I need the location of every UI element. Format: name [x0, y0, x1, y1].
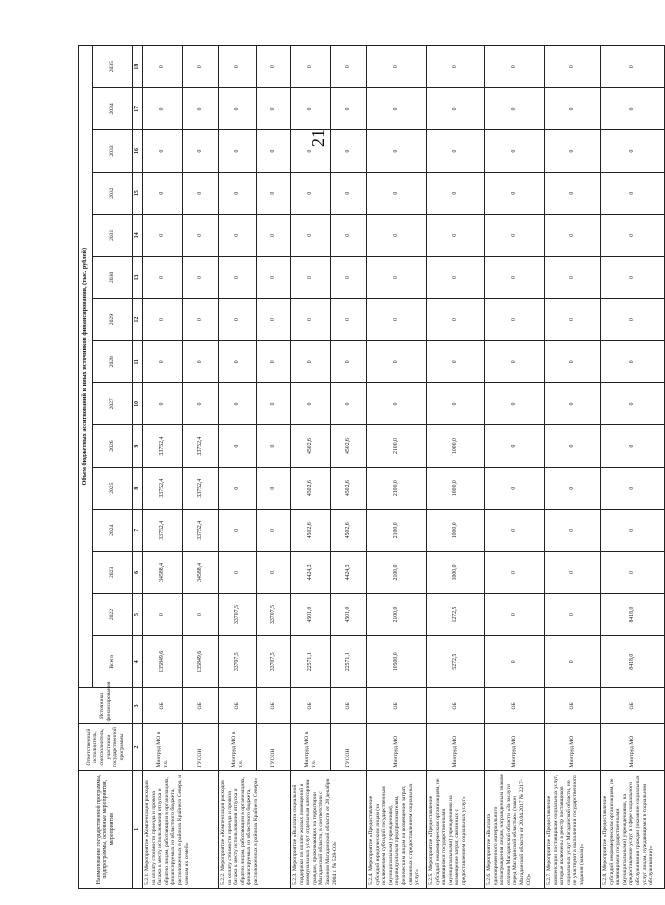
- year-value-cell: 0: [545, 256, 601, 298]
- year-value-cell: 0: [291, 46, 331, 88]
- executor-cell: Минтруд МО: [485, 724, 545, 770]
- year-value-cell: 0: [183, 214, 219, 256]
- year-value-cell: 2100,0: [367, 551, 427, 593]
- year-value-cell: 0: [183, 88, 219, 130]
- year-value-cell: 0: [545, 467, 601, 509]
- year-value-cell: 0: [143, 299, 183, 341]
- executor-cell: Минтруд МО в т.ч.: [291, 724, 331, 770]
- year-value-cell: 0: [291, 341, 331, 383]
- header-year: 2035: [93, 46, 133, 88]
- source-cell: ОБ: [257, 688, 291, 724]
- table-row: [183, 46, 219, 889]
- source-cell: ОБ: [219, 688, 257, 724]
- year-value-cell: 0: [291, 383, 331, 425]
- header-year: 2026: [93, 425, 133, 467]
- year-value-cell: 0: [427, 46, 485, 88]
- year-value-cell: 0: [367, 256, 427, 298]
- year-value-cell: 0: [545, 551, 601, 593]
- year-value-cell: 0: [367, 46, 427, 88]
- year-value-cell: 0: [485, 383, 545, 425]
- year-value-cell: 0: [143, 256, 183, 298]
- header-year: 2022: [93, 594, 133, 636]
- executor-cell: ГУСОН: [257, 724, 291, 770]
- total-cell: 135849,6: [183, 636, 219, 688]
- year-value-cell: 0: [601, 172, 665, 214]
- column-number: 7: [133, 509, 143, 551]
- year-value-cell: 0: [601, 299, 665, 341]
- year-value-cell: 0: [545, 425, 601, 467]
- year-value-cell: 0: [219, 425, 257, 467]
- year-value-cell: 0: [219, 172, 257, 214]
- year-value-cell: 0: [367, 88, 427, 130]
- year-value-cell: 0: [367, 172, 427, 214]
- total-cell: 22571,1: [331, 636, 367, 688]
- column-number: 8: [133, 467, 143, 509]
- year-value-cell: 0: [427, 214, 485, 256]
- year-value-cell: 0: [291, 130, 331, 172]
- year-value-cell: 33752,4: [183, 467, 219, 509]
- year-value-cell: 2100,0: [367, 425, 427, 467]
- year-value-cell: 0: [601, 130, 665, 172]
- year-value-cell: 0: [257, 509, 291, 551]
- year-value-cell: 0: [257, 383, 291, 425]
- column-number: 14: [133, 214, 143, 256]
- header-executor: Ответственный исполнитель, соисполнитель, участники государственной программы: [79, 724, 133, 770]
- table-row: [367, 46, 427, 889]
- year-value-cell: 0: [257, 130, 291, 172]
- header-year: 2030: [93, 256, 133, 298]
- year-value-cell: 0: [367, 130, 427, 172]
- year-value-cell: 0: [601, 551, 665, 593]
- source-cell: ОБ: [331, 688, 367, 724]
- year-value-cell: 0: [219, 130, 257, 172]
- header-year: 2031: [93, 214, 133, 256]
- funding-table-frame: [78, 45, 655, 889]
- year-value-cell: 0: [545, 594, 601, 636]
- source-cell: ОБ: [545, 688, 601, 724]
- year-value-cell: 4502,6: [331, 425, 367, 467]
- year-value-cell: 0: [257, 299, 291, 341]
- source-cell: ОБ: [143, 688, 183, 724]
- year-value-cell: 0: [601, 467, 665, 509]
- executor-cell: ГУСОН: [331, 724, 367, 770]
- year-value-cell: 0: [257, 341, 291, 383]
- year-value-cell: 0: [485, 214, 545, 256]
- year-value-cell: 0: [545, 172, 601, 214]
- year-value-cell: 0: [331, 256, 367, 298]
- year-value-cell: 0: [601, 46, 665, 88]
- year-value-cell: 0: [331, 341, 367, 383]
- year-value-cell: 0: [331, 299, 367, 341]
- table-row: [601, 46, 665, 889]
- year-value-cell: 0: [485, 509, 545, 551]
- header-name: Наименование государственной программы, подпрограммы, основные мероприятия, мероприятия: [79, 770, 133, 888]
- year-value-cell: 0: [485, 425, 545, 467]
- measure-name: 5.2.8. Мероприятие «Предоставление субсидий некоммерческим организациям, не являющимся государственными (муниципальными) учреждениями, на предоставление услуг в сфере социального обслуживания граждан (оказание социальных услуг лицам, нуждающимся в социальном обслуживании)»: [601, 770, 665, 888]
- year-value-cell: 4502,6: [331, 509, 367, 551]
- header-funding-span: Объем бюджетных ассигнований и иных источников финансирования, (тыс. рублей): [79, 46, 93, 688]
- executor-cell: Минтруд МО: [545, 724, 601, 770]
- year-value-cell: 0: [257, 256, 291, 298]
- year-value-cell: 33752,4: [143, 509, 183, 551]
- year-value-cell: 4501,0: [291, 594, 331, 636]
- column-number: 9: [133, 425, 143, 467]
- year-value-cell: 0: [601, 509, 665, 551]
- year-value-cell: 0: [143, 172, 183, 214]
- year-value-cell: 0: [183, 46, 219, 88]
- year-value-cell: 0: [331, 214, 367, 256]
- year-value-cell: 0: [143, 594, 183, 636]
- year-value-cell: 0: [143, 341, 183, 383]
- year-value-cell: 0: [219, 383, 257, 425]
- year-value-cell: 0: [143, 46, 183, 88]
- year-value-cell: 0: [257, 172, 291, 214]
- column-number: 4: [133, 636, 143, 688]
- year-value-cell: 0: [485, 46, 545, 88]
- year-value-cell: 0: [219, 214, 257, 256]
- year-value-cell: 0: [545, 46, 601, 88]
- year-value-cell: 1000,0: [427, 467, 485, 509]
- column-number: 11: [133, 341, 143, 383]
- table-row: [485, 46, 545, 889]
- year-value-cell: 0: [183, 383, 219, 425]
- column-number: 15: [133, 172, 143, 214]
- table-row: [291, 46, 331, 889]
- year-value-cell: 0: [601, 88, 665, 130]
- source-cell: ОБ: [183, 688, 219, 724]
- year-value-cell: 33752,4: [143, 425, 183, 467]
- year-value-cell: 0: [143, 214, 183, 256]
- total-cell: 22571,1: [291, 636, 331, 688]
- year-value-cell: 33752,4: [183, 425, 219, 467]
- year-value-cell: 4502,6: [291, 425, 331, 467]
- header-source: Источники финансирования: [79, 688, 133, 724]
- year-value-cell: 0: [367, 383, 427, 425]
- year-value-cell: 4501,0: [331, 594, 367, 636]
- executor-cell: ГУСОН: [183, 724, 219, 770]
- year-value-cell: 0: [291, 256, 331, 298]
- measure-name: 5.2.5. Мероприятие «Предоставление субсидий некоммерческим организациям, не являющимся государственными (муниципальными) учреждениями на возмещение затрат, связанных с предоставлением социальных услуг»: [427, 770, 485, 888]
- source-cell: ОБ: [291, 688, 331, 724]
- year-value-cell: 0: [219, 467, 257, 509]
- measure-name: 5.2.1. Мероприятие «Компенсация расходов на оплату стоимости проезда и провоза багажа к месту использования отпуска и обратно лицам, работающим в организациях, финансируемых из областного бюджета, расположенных в районах Крайнего Севера, и членам их семей»: [143, 770, 219, 888]
- executor-cell: Минтруд МО в т.ч.: [143, 724, 183, 770]
- table-row: [427, 46, 485, 889]
- table-row: [219, 46, 257, 889]
- year-value-cell: 33707,5: [219, 594, 257, 636]
- total-cell: 33707,5: [257, 636, 291, 688]
- year-value-cell: 0: [219, 509, 257, 551]
- year-value-cell: 0: [291, 172, 331, 214]
- header-total: Всего: [93, 636, 133, 688]
- year-value-cell: 33752,4: [183, 509, 219, 551]
- year-value-cell: 0: [257, 46, 291, 88]
- year-value-cell: 4502,6: [291, 467, 331, 509]
- total-cell: 0: [485, 636, 545, 688]
- column-number: 6: [133, 551, 143, 593]
- measure-name: 5.2.2. Мероприятие «Компенсация расходов на оплату стоимости проезда и провоза багажа к месту использования отпуска и обратно лицам, работающим в организациях, финансируемых из областного бюджета, расположенных в районах Крайнего Севера»: [219, 770, 291, 888]
- year-value-cell: 0: [545, 88, 601, 130]
- year-value-cell: 1000,0: [427, 425, 485, 467]
- year-value-cell: 0: [257, 214, 291, 256]
- year-value-cell: 0: [485, 172, 545, 214]
- year-value-cell: 4424,3: [291, 551, 331, 593]
- header-year: 2034: [93, 88, 133, 130]
- header-year: 2023: [93, 551, 133, 593]
- year-value-cell: 0: [331, 88, 367, 130]
- year-value-cell: 0: [183, 594, 219, 636]
- year-value-cell: 0: [427, 130, 485, 172]
- year-value-cell: 0: [485, 341, 545, 383]
- year-value-cell: 0: [485, 299, 545, 341]
- year-value-cell: 0: [545, 299, 601, 341]
- source-cell: ОБ: [367, 688, 427, 724]
- year-value-cell: 0: [331, 46, 367, 88]
- header-year: 2032: [93, 172, 133, 214]
- table-row: [545, 46, 601, 889]
- year-value-cell: 0: [601, 383, 665, 425]
- header-year: 2028: [93, 341, 133, 383]
- year-value-cell: 0: [427, 88, 485, 130]
- year-value-cell: 0: [183, 130, 219, 172]
- year-value-cell: 4424,3: [331, 551, 367, 593]
- executor-cell: Минтруд МО в т.ч.: [219, 724, 257, 770]
- year-value-cell: 0: [219, 88, 257, 130]
- year-value-cell: 0: [219, 551, 257, 593]
- year-value-cell: 0: [367, 341, 427, 383]
- year-value-cell: 0: [485, 551, 545, 593]
- year-value-cell: 0: [183, 341, 219, 383]
- header-year: 2033: [93, 130, 133, 172]
- table-row: [143, 46, 183, 889]
- year-value-cell: 0: [291, 299, 331, 341]
- year-value-cell: 33707,5: [257, 594, 291, 636]
- year-value-cell: 0: [143, 383, 183, 425]
- year-value-cell: 0: [143, 130, 183, 172]
- year-value-cell: 0: [257, 467, 291, 509]
- year-value-cell: 0: [143, 88, 183, 130]
- measure-name: 5.2.3. Мероприятие «Выплата социальной поддержки по оплате жилых помещений и коммунальных услуг отдельным категориям граждан, проживающих на территории Магаданской области, в соответствии с Законом Магаданской области от 28 декабря 2004 г. № 528-ОЗ»: [291, 770, 367, 888]
- year-value-cell: 0: [427, 383, 485, 425]
- year-value-cell: 4502,6: [331, 467, 367, 509]
- page-number: 21: [308, 129, 328, 147]
- measure-name: 5.2.6. Мероприятие «Выплата единовременного материального вознаграждения лицам, награжденным знаком отличия Магаданской области «За заслуги перед Магаданской областью» (закон Магаданской области от 20.04.2017 № 2217-ОЗ)»: [485, 770, 545, 888]
- column-number: 3: [133, 688, 143, 724]
- year-value-cell: 1000,0: [427, 551, 485, 593]
- year-value-cell: 0: [601, 341, 665, 383]
- year-value-cell: 0: [427, 256, 485, 298]
- year-value-cell: 1000,0: [427, 509, 485, 551]
- year-value-cell: 0: [219, 46, 257, 88]
- year-value-cell: 33752,4: [143, 467, 183, 509]
- source-cell: ОБ: [485, 688, 545, 724]
- year-value-cell: 0: [601, 425, 665, 467]
- year-value-cell: 0: [427, 299, 485, 341]
- year-value-cell: 4502,6: [291, 509, 331, 551]
- year-value-cell: 0: [601, 256, 665, 298]
- total-cell: 135849,6: [143, 636, 183, 688]
- column-number: 10: [133, 383, 143, 425]
- measure-name: 5.2.4. Мероприятие «Предоставление субсидий юридическим лицам (за исключением субсидий государственным (муниципальным) учреждениям), индивидуальным предпринимателям, физическим лицам на возмещение затрат, связанных с предоставлением социальных услуг»: [367, 770, 427, 888]
- column-number: 1: [133, 770, 143, 888]
- header-year: 2024: [93, 509, 133, 551]
- year-value-cell: 0: [219, 299, 257, 341]
- year-value-cell: 0: [257, 88, 291, 130]
- year-value-cell: 1272,5: [427, 594, 485, 636]
- header-year: 2029: [93, 299, 133, 341]
- year-value-cell: 0: [485, 594, 545, 636]
- year-value-cell: 0: [545, 214, 601, 256]
- year-value-cell: 0: [485, 256, 545, 298]
- year-value-cell: 0: [485, 88, 545, 130]
- column-number: 12: [133, 299, 143, 341]
- table-row: [257, 46, 291, 889]
- total-cell: 5272,5: [427, 636, 485, 688]
- year-value-cell: 0: [601, 214, 665, 256]
- year-value-cell: 0: [427, 341, 485, 383]
- total-cell: 8418,0: [601, 636, 665, 688]
- year-value-cell: 0: [485, 130, 545, 172]
- year-value-cell: 0: [291, 88, 331, 130]
- column-number: 18: [133, 46, 143, 88]
- year-value-cell: 0: [367, 299, 427, 341]
- year-value-cell: 0: [331, 130, 367, 172]
- column-number: 16: [133, 130, 143, 172]
- header-year: 2027: [93, 383, 133, 425]
- year-value-cell: 34588,4: [143, 551, 183, 593]
- column-number: 13: [133, 256, 143, 298]
- measure-name: 5.2.7. Мероприятие «Предоставление компенсации поставщикам социальных услуг, которые включены в реестр поставщиков социальных услуг Магаданской области, но не участвуют в выполнении государственного задания (заказа)»: [545, 770, 601, 888]
- total-cell: 33707,5: [219, 636, 257, 688]
- column-number: 17: [133, 88, 143, 130]
- column-number: 5: [133, 594, 143, 636]
- total-cell: 0: [545, 636, 601, 688]
- year-value-cell: 0: [545, 341, 601, 383]
- year-value-cell: 0: [545, 383, 601, 425]
- year-value-cell: 8418,0: [601, 594, 665, 636]
- year-value-cell: 0: [219, 256, 257, 298]
- year-value-cell: 0: [545, 130, 601, 172]
- year-value-cell: 0: [183, 256, 219, 298]
- header-year: 2025: [93, 467, 133, 509]
- year-value-cell: 0: [331, 172, 367, 214]
- year-value-cell: 0: [545, 509, 601, 551]
- year-value-cell: 0: [331, 383, 367, 425]
- table-row: [331, 46, 367, 889]
- executor-cell: Минтруд МО: [601, 724, 665, 770]
- year-value-cell: 0: [257, 551, 291, 593]
- total-cell: 10500,0: [367, 636, 427, 688]
- year-value-cell: 0: [427, 172, 485, 214]
- executor-cell: Минтруд МО: [367, 724, 427, 770]
- year-value-cell: 34588,4: [183, 551, 219, 593]
- year-value-cell: 0: [291, 214, 331, 256]
- year-value-cell: 0: [367, 214, 427, 256]
- column-number: 2: [133, 724, 143, 770]
- year-value-cell: 0: [183, 172, 219, 214]
- funding-table: [78, 45, 665, 889]
- source-cell: ОБ: [427, 688, 485, 724]
- executor-cell: Минтруд МО: [427, 724, 485, 770]
- source-cell: ОБ: [601, 688, 665, 724]
- year-value-cell: 0: [485, 467, 545, 509]
- year-value-cell: 2100,0: [367, 467, 427, 509]
- year-value-cell: 0: [219, 341, 257, 383]
- year-value-cell: 0: [183, 299, 219, 341]
- year-value-cell: 2100,0: [367, 594, 427, 636]
- year-value-cell: 2100,0: [367, 509, 427, 551]
- year-value-cell: 0: [257, 425, 291, 467]
